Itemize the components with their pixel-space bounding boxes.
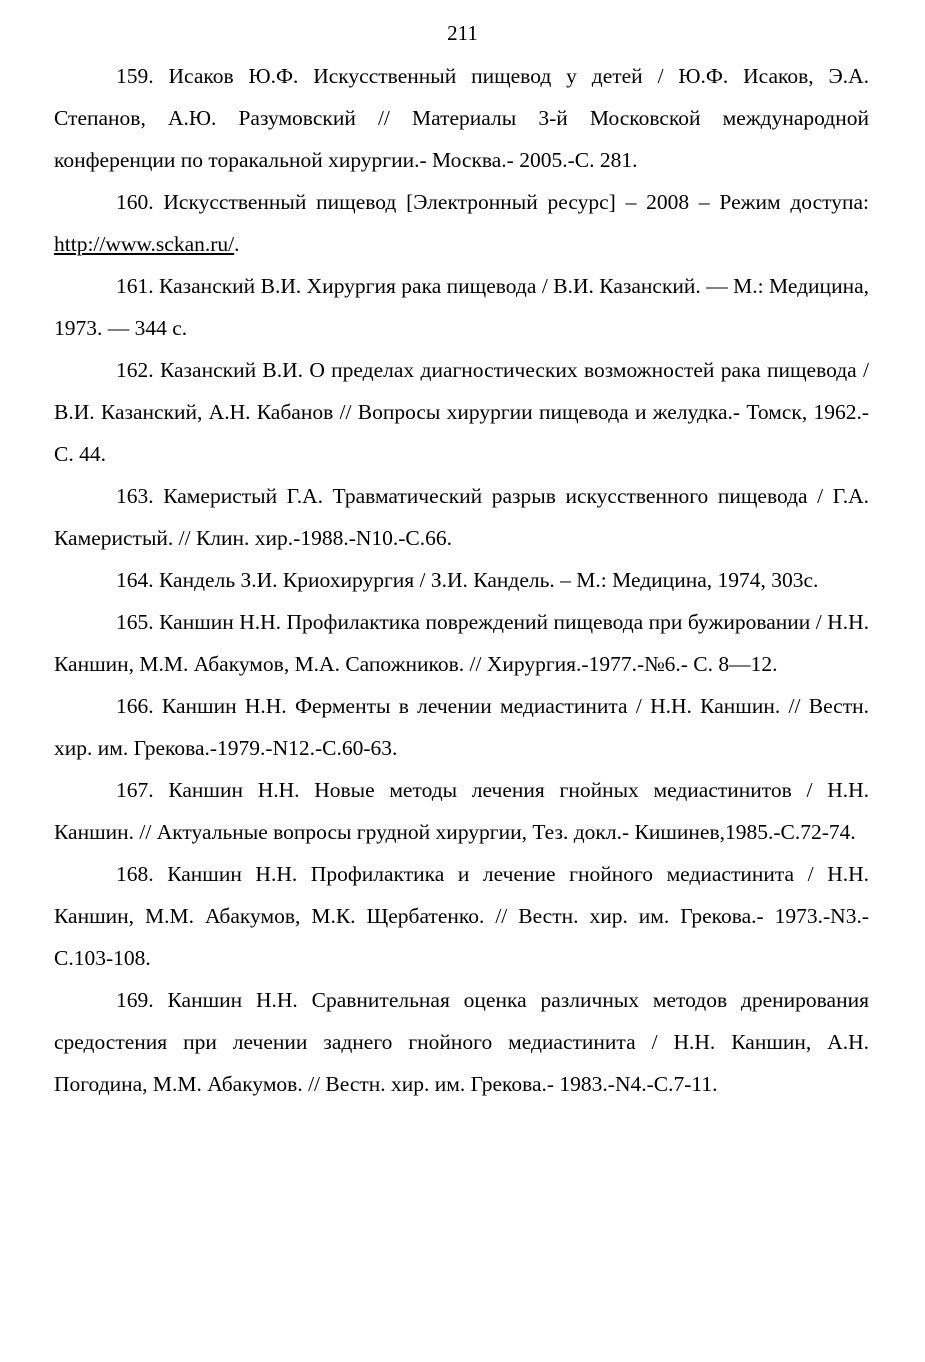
reference-item-161 <box>54 265 869 349</box>
reference-text: 159. Исаков Ю.Ф. Искусственный пищевод у детей / Ю.Ф. Исаков, Э.А. Степанов, А.Ю. Разумовский // Материалы 3-й Московской международной конференции по торакальной хирургии.- Москва.- 2005.-С. 281. <box>54 64 869 172</box>
reference-item-164 <box>54 559 869 601</box>
reference-item-165 <box>54 601 869 685</box>
page-number: 211 <box>447 21 478 45</box>
reference-item-163 <box>54 475 869 559</box>
reference-item-166 <box>54 685 869 769</box>
reference-item-159 <box>54 55 869 181</box>
reference-text: 160. Искусственный пищевод [Электронный ресурс] – 2008 – Режим доступа: <box>116 190 869 214</box>
reference-text: 165. Каншин Н.Н. Профилактика повреждений пищевода при бужировании / Н.Н. Каншин, М.М. Абакумов, М.А. Сапожников. // Хирургия.-1977.-№6.- С. 8—12. <box>54 610 869 676</box>
reference-text: 169. Каншин Н.Н. Сравнительная оценка различных методов дренирования средостения при лечении заднего гнойного медиастинита / Н.Н. Каншин, А.Н. Погодина, М.М. Абакумов. // Вестн. хир. им. Грекова.- 1983.-N4.-С.7-11. <box>54 988 869 1096</box>
reference-list <box>54 55 869 1105</box>
reference-text: 167. Каншин Н.Н. Новые методы лечения гнойных медиастинитов / Н.Н. Каншин. // Актуальные вопросы грудной хирургии, Тез. докл.- Кишинев,1985.-С.72-74. <box>54 778 869 844</box>
reference-item-169 <box>54 979 869 1105</box>
reference-item-167 <box>54 769 869 853</box>
reference-text: 162. Казанский В.И. О пределах диагностических возможностей рака пищевода / В.И. Казанский, А.Н. Кабанов // Вопросы хирургии пищевода и желудка.- Томск, 1962.- С. 44. <box>54 358 869 466</box>
reference-url-link[interactable]: http://www.sckan.ru/ <box>54 232 235 256</box>
reference-text: 163. Камеристый Г.А. Травматический разрыв искусственного пищевода / Г.А. Камеристый. // Клин. хир.-1988.-N10.-С.66. <box>54 484 869 550</box>
reference-text: 166. Каншин Н.Н. Ферменты в лечении медиастинита / Н.Н. Каншин. // Вестн. хир. им. Грекова.-1979.-N12.-С.60-63. <box>54 694 869 760</box>
reference-item-168 <box>54 853 869 979</box>
reference-text: 164. Кандель З.И. Криохирургия / З.И. Кандель. – М.: Медицина, 1974, 303с. <box>116 568 819 592</box>
reference-text: 168. Каншин Н.Н. Профилактика и лечение гнойного медиастинита / Н.Н. Каншин, М.М. Абакумов, М.К. Щербатенко. // Вестн. хир. им. Грекова.- 1973.-N3.-С.103-108. <box>54 862 869 970</box>
reference-item-162 <box>54 349 869 475</box>
reference-text-end: . <box>234 232 240 256</box>
reference-item-160 <box>54 181 869 265</box>
reference-text: 161. Казанский В.И. Хирургия рака пищевода / В.И. Казанский. — М.: Медицина, 1973. — 344 с. <box>54 274 869 340</box>
